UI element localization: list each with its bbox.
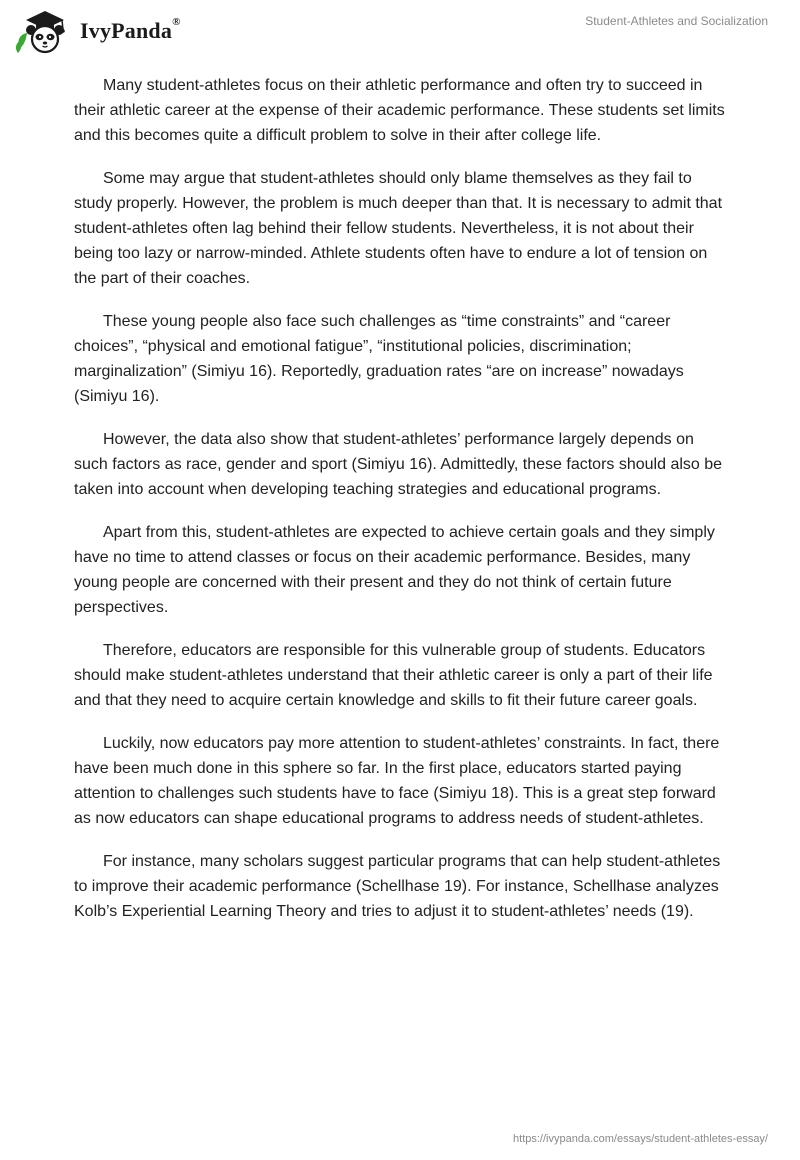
- document-title: Student-Athletes and Socialization: [585, 14, 768, 28]
- paragraph: Luckily, now educators pay more attention to student-athletes’ constraints. In fact, there have been much done in this sphere so far. In the first place, educators started paying attention to challenges such students have to face (Simiyu 18). This is a great step forward as now educators can shape educational programs to address needs of student-athletes.: [74, 735, 720, 827]
- brand-name: [80, 18, 181, 44]
- paragraph: However, the data also show that student-athletes’ performance largely depends on such factors as race, gender and sport (Simiyu 16). Admittedly, these factors should also be taken into account when developing teaching strategies and educational programs.: [74, 431, 723, 498]
- page-header: [0, 0, 800, 60]
- registered-mark: ®: [172, 16, 181, 28]
- paragraph: Apart from this, student-athletes are expected to achieve certain goals and they simply have no time to attend classes or focus on their academic performance. Besides, many young people are concerned with their present and they do not think of certain future perspectives.: [74, 524, 715, 616]
- brand-name-text: IvyPanda: [80, 18, 173, 43]
- paragraph: Many student-athletes focus on their athletic performance and often try to succeed in their athletic career at the expense of their academic performance. These students set limits and this becomes quite a difficult problem to solve in their after college life.: [74, 77, 725, 144]
- panda-graduate-icon: [14, 8, 76, 54]
- source-url[interactable]: https://ivypanda.com/essays/student-athletes-essay/: [513, 1133, 768, 1145]
- ivypanda-logo[interactable]: [14, 8, 181, 54]
- paragraph: Some may argue that student-athletes should only blame themselves as they fail to study properly. However, the problem is much deeper than that. It is necessary to admit that student-athletes often lag behind their fellow students. Nevertheless, it is not about their being too lazy or narrow-minded. Athlete students often have to endure a lot of tension on the part of their coaches.: [74, 170, 723, 287]
- essay-body: [74, 73, 726, 942]
- paragraph: For instance, many scholars suggest particular programs that can help student-athletes to improve their academic performance (Schellhase 19). For instance, Schellhase analyzes Kolb’s Experiential Learning Theory and tries to adjust it to student-athletes’ needs (19).: [74, 853, 721, 920]
- paragraph: Therefore, educators are responsible for this vulnerable group of students. Educators should make student-athletes understand that their athletic career is only a part of their life and that they need to acquire certain knowledge and skills to fit their future career goals.: [74, 642, 713, 709]
- paragraph: These young people also face such challenges as “time constraints” and “career choices”, “physical and emotional fatigue”, “institutional policies, discrimination; marginalization” (Simiyu 16). Reportedly, graduation rates “are on increase” nowadays (Simiyu 16).: [74, 313, 684, 405]
